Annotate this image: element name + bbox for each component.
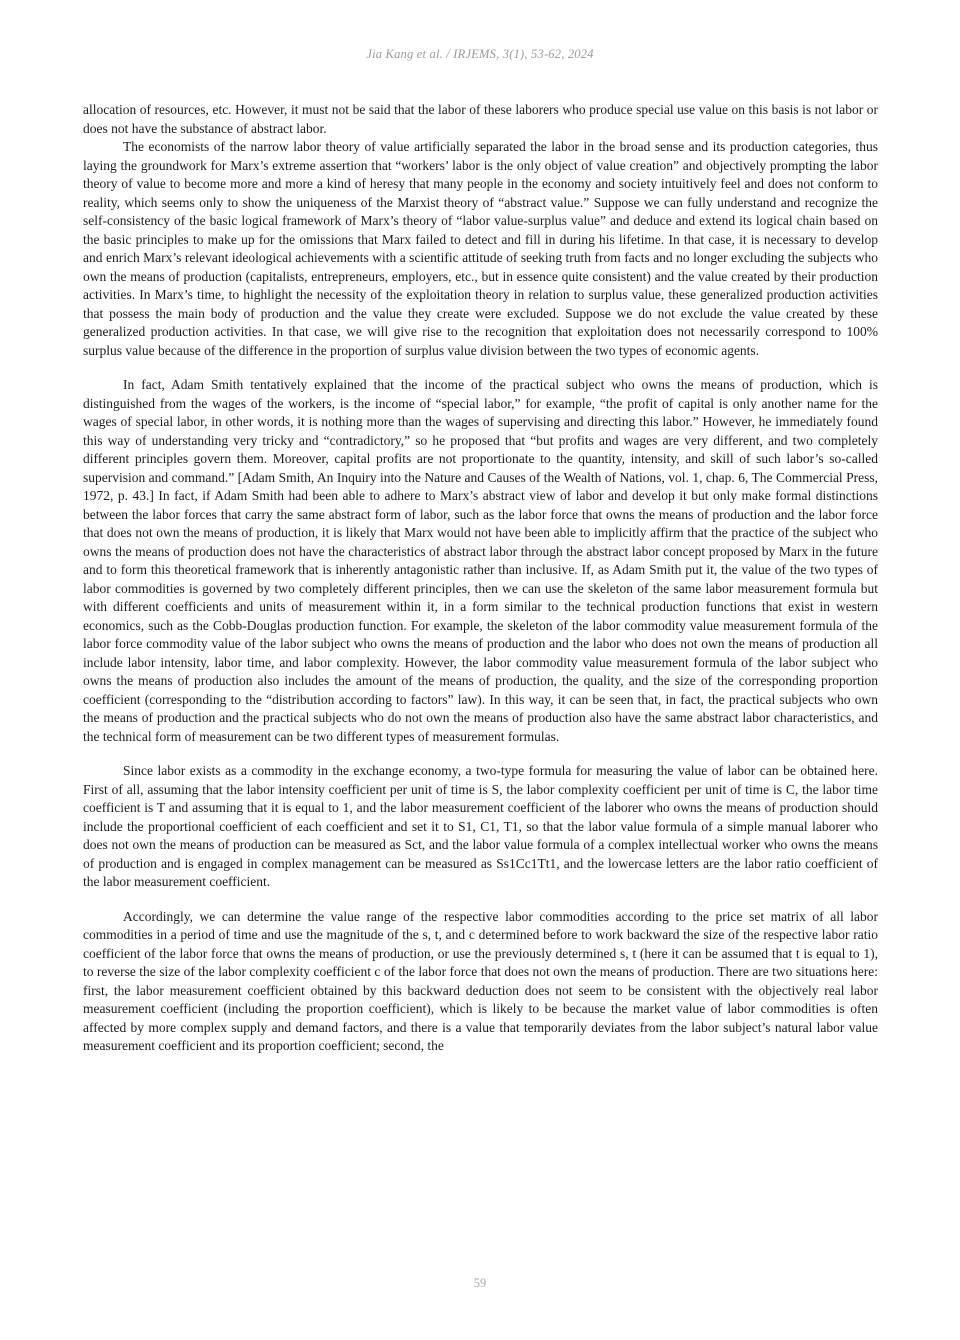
paragraph-economists: The economists of the narrow labor theory of value artificially separated the labor in the broad sense and its production categories, thus laying the groundwork for Marx’s extreme assertion that “workers’ labor is the only object of value creation” and objectively prompting the labor theory of value to become more and more a kind of heresy that many people in the economy and society intuitively feel and does not conform to reality, which seems only to show the uniqueness of the Marxist theory of “abstract value.” Suppose we can fully understand and recognize the self-consistency of the basic logical framework of Marx’s theory of “labor value-surplus value” and deduce and extend its logical chain based on the basic principles to make up for the omissions that Marx failed to detect and fill in during his lifetime. In that case, it is necessary to develop and enrich Marx’s relevant ideological achievements with a scientific attitude of seeking truth from facts and no longer excluding the subjects who own the means of production (capitalists, entrepreneurs, employers, etc., but in essence quite consistent) and the value created by their production activities. In Marx’s time, to highlight the necessity of the exploitation theory in relation to surplus value, these generalized production activities that possess the main body of production and the value they create were excluded. Suppose we do not exclude the value created by these generalized production activities. In that case, we will give rise to the recognition that exploitation does not necessarily correspond to 100% surplus value because of the difference in the proportion of surplus value division between the two types of economic agents. xyxy=(83,139,878,358)
paragraph-two-type-formula: Since labor exists as a commodity in the exchange economy, a two-type formula for measuring the value of labor can be obtained here. First of all, assuming that the labor intensity coefficient per unit of time is S, the labor complexity coefficient per unit of time is C, the labor time coefficient is T and assuming that it is equal to 1, and the labor measurement coefficient of the laborer who owns the means of production should include the proportional coefficient of each coefficient and set it to S1, C1, T1, so that the labor value formula of a simple manual laborer who does not own the means of production can be measured as Sct, and the labor value formula of a complex intellectual worker who owns the means of production and is engaged in complex management can be measured as Ss1Cc1Tt1, and the lowercase letters are the labor ratio coefficient of the labor measurement coefficient. xyxy=(83,763,878,889)
paragraph-adam-smith: In fact, Adam Smith tentatively explained that the income of the practical subject who owns the means of production, which is distinguished from the wages of the workers, is the income of “special labor,” for example, “the profit of capital is only another name for the wages of special labor, in other words, it is nothing more than the wages of supervising and directing this labor.” However, he immediately found this way of understanding very tricky and “contradictory,” so he proposed that “but profits and wages are very different, and two completely different principles govern them. Moreover, capital profits are not proportionate to the quantity, intensity, and skill of such labor’s so-called supervision and command.” [Adam Smith, An Inquiry into the Nature and Causes of the Wealth of Nations, vol. 1, chap. 6, The Commercial Press, 1972, p. 43.] In fact, if Adam Smith had been able to adhere to Marx’s abstract view of labor and develop it but only make formal distinctions between the labor forces that carry the same abstract form of labor, such as the labor force that owns the means of production and the labor force that does not own the means of production, it is likely that Marx would not have been able to implicitly affirm that the practice of the subject who owns the means of production does not have the characteristics of abstract labor through the abstract labor concept proposed by Marx in the future and to form this theoretical framework that is inherently antagonistic rather than inclusive. If, as Adam Smith put it, the value of the two types of labor commodities is governed by two completely different principles, then we can use the skeleton of the same labor measurement formula but with different coefficients and units of measurement within it, in a form similar to the technical production functions that exist in western economics, such as the Cobb-Douglas production function. For example, the skeleton of the labor commodity value measurement formula of the labor force commodity value of the labor subject who owns the means of production and the labor who does not own the means of production all include labor intensity, labor time, and labor complexity. However, the labor commodity value measurement formula of the labor subject who owns the means of production also includes the amount of the means of production, the quality, and the size of the corresponding proportion coefficient (corresponding to the “distribution according to factors” law). In this way, it can be seen that, in fact, the practical subjects who own the means of production and the practical subjects who do not own the means of production also have the same abstract labor characteristics, and the technical form of measurement can be two different types of measurement formulas. xyxy=(83,377,878,744)
paragraph-value-range: Accordingly, we can determine the value range of the respective labor commodities according to the price set matrix of all labor commodities in a period of time and use the magnitude of the s, t, and c determined before to work backward the size of the respective labor ratio coefficient of the labor force that owns the means of production, or use the previously determined s, t (here it can be assumed that t is equal to 1), to reverse the size of the labor complexity coefficient c of the labor force that does not own the means of production. There are two situations here: first, the labor measurement coefficient obtained by this backward deduction does not seem to be consistent with the objectively real labor measurement coefficient (including the proportion coefficient), which is likely to be because the market value of labor commodities is often affected by more complex supply and demand factors, and there is a value that temporarily deviates from the labor subject’s natural labor value measurement coefficient and its proportion coefficient; second, the xyxy=(83,908,878,1053)
running-head: Jia Kang et al. / IRJEMS, 3(1), 53-62, 2024 xyxy=(366,47,594,61)
page-number: 59 xyxy=(473,1276,487,1290)
page-body xyxy=(83,101,878,1056)
paragraph-continuation: allocation of resources, etc. However, it must not be said that the labor of these laborers who produce special use value on this basis is not labor or does not have the substance of abstract labor. xyxy=(83,102,878,136)
